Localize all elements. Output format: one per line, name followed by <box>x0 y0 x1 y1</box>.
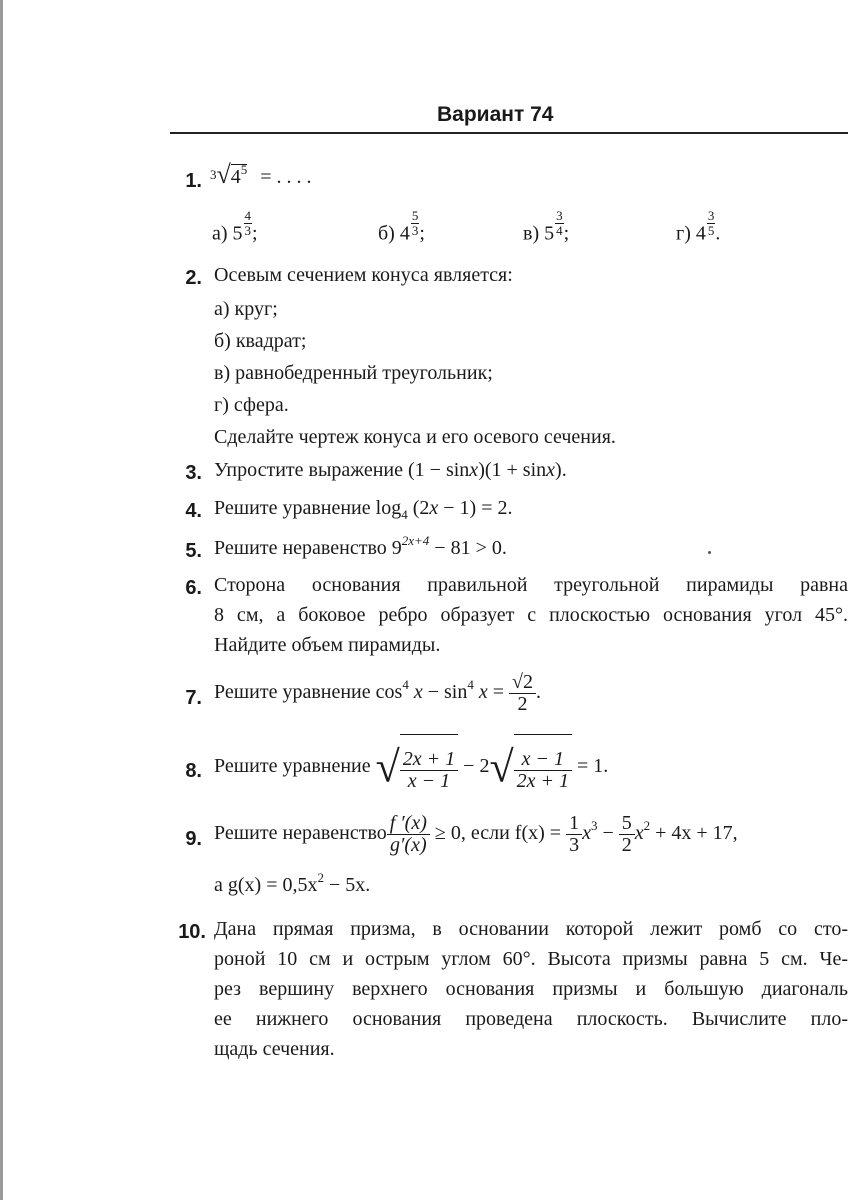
exponent-denominator: 3 <box>411 223 419 239</box>
fraction-numerator: √2 <box>512 670 533 693</box>
q3-var: x <box>546 459 556 481</box>
q3-number: 3. <box>185 462 202 484</box>
q7-minus: − sin <box>422 681 468 703</box>
option-tail: ; <box>252 222 258 245</box>
q9-line-2 <box>214 870 371 897</box>
q2-number: 2. <box>185 267 202 289</box>
q4-var: x <box>429 497 439 519</box>
q1-radicand-base: 4 <box>230 166 241 188</box>
fraction-denominator: x − 1 <box>400 770 458 792</box>
exponent-numerator: 3 <box>556 208 563 223</box>
q6-line-3: Найдите объем пирамиды. <box>214 634 441 656</box>
q1-option-a <box>212 208 258 250</box>
q1-radicand-exp: 5 <box>240 162 248 177</box>
q9-g-def: а g(x) = 0,5x <box>214 874 318 896</box>
q8-statement <box>214 734 608 801</box>
exponent-numerator: 3 <box>707 208 715 223</box>
q5-statement <box>214 533 507 560</box>
q1-radicand <box>231 164 248 188</box>
option-tail: ; <box>419 222 425 245</box>
q9-g-power: 2 <box>317 870 324 885</box>
q9-var: x <box>634 822 644 844</box>
q6-line-1: Сторона основания правильной треугольной пирамиды равна <box>214 574 848 596</box>
exponent-denominator: 5 <box>707 223 715 239</box>
q1-rhs: = . . . . <box>260 166 312 188</box>
fraction-denominator: 2x + 1 <box>514 770 572 792</box>
q7-power: 4 <box>402 677 409 692</box>
fraction-denominator: g′(x) <box>387 834 430 856</box>
q8-radical-2 <box>489 734 572 801</box>
q9-text: Решите неравенство <box>214 822 387 844</box>
q3-var: x <box>469 459 479 481</box>
option-base: 4 <box>399 222 410 245</box>
q7-var: x <box>408 681 423 703</box>
q10-line-4: ее нижнего основания проведена плоскость. Вычислите пло- <box>214 1008 848 1030</box>
q8-minus: − 2 <box>463 755 490 778</box>
option-base: 5 <box>544 222 555 245</box>
q9-coef-1 <box>566 813 582 856</box>
q3-text: Упростите выражение (1 − sin <box>214 459 470 481</box>
title-divider <box>170 132 848 134</box>
q10-line-3: рез вершину верхнего основания призмы и большую диагональ <box>214 978 848 1000</box>
fraction-denominator: 2 <box>509 693 536 715</box>
q9-condition: ≥ 0, если f(x) = <box>434 822 562 844</box>
radical-body <box>400 734 458 801</box>
fraction-denominator: 3 <box>566 834 582 856</box>
q7-power: 4 <box>467 677 474 692</box>
q2-note: Сделайте чертеж конуса и его осевого сечения. <box>214 426 616 448</box>
exponent-numerator: 5 <box>411 208 419 223</box>
q10-line-5: щадь сечения. <box>214 1038 335 1060</box>
q8-radical-1 <box>376 734 459 801</box>
exponent-numerator: 4 <box>244 208 252 223</box>
q4-expr: (2 <box>407 497 430 519</box>
q10-number: 10. <box>178 921 206 943</box>
q7-number: 7. <box>185 687 202 709</box>
q5-text: Решите неравенство 9 <box>214 537 402 559</box>
fraction-numerator: 1 <box>569 811 580 834</box>
option-label: г) <box>676 222 691 245</box>
fraction-denominator: 2 <box>619 834 635 856</box>
q9-statement <box>214 805 738 863</box>
q8-rhs: = 1. <box>576 755 609 778</box>
q3-mid: )(1 + sin <box>478 459 547 481</box>
q9-var: x <box>582 822 591 844</box>
q3-end: ). <box>555 459 567 481</box>
q7-var: x <box>473 681 488 703</box>
q5-exponent: 2x+4 <box>401 533 430 548</box>
radical-icon: √ <box>375 742 400 792</box>
q7-statement <box>214 664 541 722</box>
q9-power: 3 <box>590 818 598 833</box>
q9-main-fraction <box>387 813 430 856</box>
radical-body <box>514 734 572 801</box>
option-label: а) <box>212 222 228 245</box>
q9-power: 2 <box>643 818 651 833</box>
q4-text: Решите уравнение log <box>214 497 402 519</box>
scan-speck <box>708 551 711 554</box>
exponent-denominator: 3 <box>244 223 252 239</box>
q2-option-d: г) сфера. <box>214 394 289 416</box>
fraction-numerator: x − 1 <box>521 747 564 770</box>
q9-number: 9. <box>185 828 202 850</box>
option-base: 5 <box>232 222 243 245</box>
option-tail: ; <box>563 222 570 245</box>
q2-statement: Осевым сечением конуса является: <box>214 264 513 286</box>
q3-statement <box>214 459 567 482</box>
q2-option-b: б) квадрат; <box>214 330 307 352</box>
option-exponent <box>707 209 716 239</box>
option-base: 4 <box>695 222 706 245</box>
option-exponent <box>244 209 253 239</box>
q4-number: 4. <box>185 500 202 522</box>
q7-fraction <box>509 672 536 715</box>
q9-tail: + 4x + 17, <box>650 822 738 844</box>
q1-number: 1. <box>185 170 202 192</box>
q10-line-1: Дана прямая призма, в основании которой лежит ромб со сто- <box>214 918 848 940</box>
q7-end: . <box>535 681 541 703</box>
q9-coef-2 <box>619 813 635 856</box>
q6-number: 6. <box>185 577 202 599</box>
q7-equals: = <box>487 681 504 703</box>
option-label: в) <box>523 222 540 245</box>
q5-number: 5. <box>185 540 202 562</box>
q1-option-d <box>676 208 721 250</box>
q9-g-end: − 5x. <box>323 874 371 896</box>
radical-icon: √ <box>489 742 514 792</box>
fraction-numerator: f ′(x) <box>389 811 427 834</box>
q6-line-2: 8 см, а боковое ребро образует с плоскостью основания угол 45°. <box>214 604 848 626</box>
scan-edge <box>0 0 3 1200</box>
option-exponent <box>411 209 420 239</box>
q8-text: Решите уравнение <box>214 755 371 778</box>
q8-fraction-2 <box>514 749 572 792</box>
q2-option-a: а) круг; <box>214 298 278 320</box>
q2-option-c: в) равнобедренный треугольник; <box>214 362 493 384</box>
q4-rest: − 1) = 2. <box>438 497 513 519</box>
radical-icon: √ <box>216 160 231 189</box>
q8-fraction-1 <box>400 749 458 792</box>
exponent-denominator: 4 <box>556 223 563 239</box>
q10-line-2: роной 10 см и острым углом 60°. Высота призмы равна 5 см. Че- <box>214 948 848 970</box>
q5-rest: − 81 > 0. <box>429 537 507 559</box>
fraction-numerator: 2x + 1 <box>402 747 456 770</box>
q1-option-b <box>378 208 425 250</box>
q1-root-index: 3 <box>210 167 217 182</box>
q7-text: Решите уравнение cos <box>214 681 403 703</box>
option-label: б) <box>378 222 395 245</box>
q4-statement <box>214 497 512 520</box>
option-tail: . <box>715 222 721 245</box>
q1-option-c <box>523 208 570 250</box>
page-title: Вариант 74 <box>437 103 554 126</box>
q9-minus: − <box>597 822 614 844</box>
q8-number: 8. <box>185 760 202 782</box>
q4-log-base: 4 <box>401 507 408 522</box>
fraction-numerator: 5 <box>621 811 632 834</box>
q1-statement <box>210 160 312 190</box>
option-exponent <box>555 209 564 239</box>
